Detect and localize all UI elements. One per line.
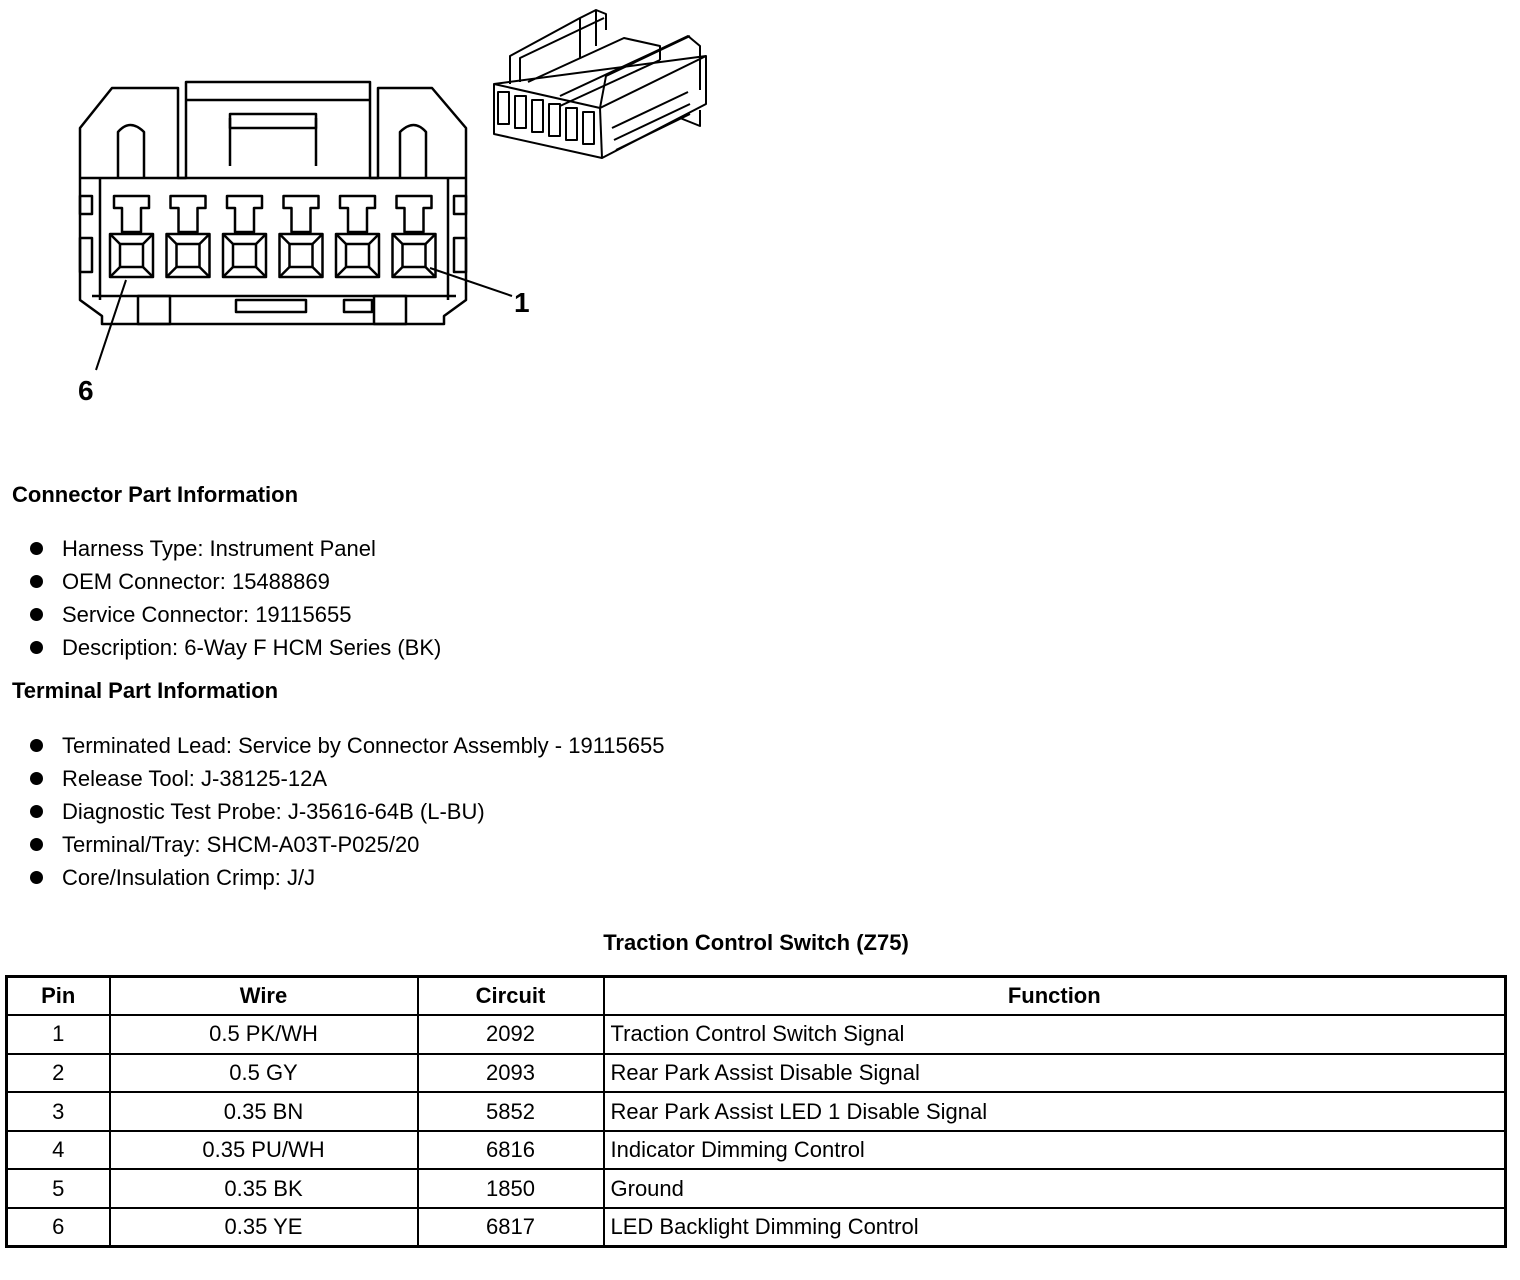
terminal-part-info-list	[28, 729, 665, 894]
list-item: Release Tool: J-38125-12A	[28, 762, 665, 795]
pin-table	[5, 975, 1507, 1248]
bullet-icon	[30, 575, 43, 588]
bullet-icon	[30, 608, 43, 621]
pin-cell: 6	[7, 1208, 110, 1247]
function-cell: Ground	[604, 1169, 1506, 1208]
list-item: Service Connector: 19115655	[28, 598, 441, 631]
cavity	[167, 196, 210, 277]
pin-cell: 3	[7, 1092, 110, 1131]
cavity	[393, 196, 436, 277]
circuit-cell: 1850	[418, 1169, 604, 1208]
connector-isometric-view	[494, 10, 706, 158]
connector-part-info-heading: Connector Part Information	[12, 482, 299, 507]
connector-diagram	[0, 0, 720, 420]
iso-cavity	[498, 92, 509, 124]
pin-1-callout: 1	[514, 287, 530, 318]
circuit-cell: 2092	[418, 1015, 604, 1054]
wire-cell: 0.35 YE	[110, 1208, 418, 1247]
table-row	[7, 1169, 1506, 1208]
iso-cavity	[566, 108, 577, 140]
bullet-icon	[30, 805, 43, 818]
cavity	[336, 196, 379, 277]
function-cell: Indicator Dimming Control	[604, 1131, 1506, 1170]
wire-cell: 0.5 PK/WH	[110, 1015, 418, 1054]
function-cell: LED Backlight Dimming Control	[604, 1208, 1506, 1247]
pin-table-title: Traction Control Switch (Z75)	[603, 930, 909, 955]
function-column-header: Function	[604, 977, 1506, 1016]
pin-cell: 5	[7, 1169, 110, 1208]
pin-1-leader	[430, 268, 512, 296]
list-item: Terminated Lead: Service by Connector Assembly - 19115655	[28, 729, 665, 762]
list-item: OEM Connector: 15488869	[28, 565, 441, 598]
wire-cell: 0.35 BN	[110, 1092, 418, 1131]
table-row	[7, 1092, 1506, 1131]
circuit-column-header: Circuit	[418, 977, 604, 1016]
pin-cell: 1	[7, 1015, 110, 1054]
wire-cell: 0.35 BK	[110, 1169, 418, 1208]
pin-6-callout: 6	[78, 375, 94, 406]
cavity	[223, 196, 266, 277]
table-row	[7, 1054, 1506, 1093]
function-cell: Rear Park Assist Disable Signal	[604, 1054, 1506, 1093]
wire-cell: 0.35 PU/WH	[110, 1131, 418, 1170]
iso-cavity	[532, 100, 543, 132]
iso-cavity	[515, 96, 526, 128]
wire-column-header: Wire	[110, 977, 418, 1016]
bullet-icon	[30, 772, 43, 785]
list-item: Terminal/Tray: SHCM-A03T-P025/20	[28, 828, 665, 861]
list-item: Harness Type: Instrument Panel	[28, 532, 441, 565]
circuit-cell: 6817	[418, 1208, 604, 1247]
function-cell: Rear Park Assist LED 1 Disable Signal	[604, 1092, 1506, 1131]
table-row	[7, 1131, 1506, 1170]
bullet-icon	[30, 871, 43, 884]
table-row	[7, 1015, 1506, 1054]
pin-cell: 4	[7, 1131, 110, 1170]
connector-face	[80, 82, 466, 324]
list-item: Diagnostic Test Probe: J-35616-64B (L-BU)	[28, 795, 665, 828]
wire-cell: 0.5 GY	[110, 1054, 418, 1093]
iso-cavity	[583, 112, 594, 144]
list-item: Core/Insulation Crimp: J/J	[28, 861, 665, 894]
cavity	[280, 196, 323, 277]
cavity-row	[110, 196, 436, 277]
circuit-cell: 5852	[418, 1092, 604, 1131]
iso-cavity	[549, 104, 560, 136]
circuit-cell: 6816	[418, 1131, 604, 1170]
terminal-part-info-heading: Terminal Part Information	[12, 678, 279, 703]
function-cell: Traction Control Switch Signal	[604, 1015, 1506, 1054]
bullet-icon	[30, 542, 43, 555]
pin-column-header: Pin	[7, 977, 110, 1016]
bullet-icon	[30, 838, 43, 851]
pin-cell: 2	[7, 1054, 110, 1093]
bullet-icon	[30, 739, 43, 752]
circuit-cell: 2093	[418, 1054, 604, 1093]
bullet-icon	[30, 641, 43, 654]
cavity	[110, 196, 153, 277]
list-item: Description: 6-Way F HCM Series (BK)	[28, 631, 441, 664]
table-header-row	[7, 977, 1506, 1016]
table-row	[7, 1208, 1506, 1247]
connector-part-info-list	[28, 532, 441, 664]
